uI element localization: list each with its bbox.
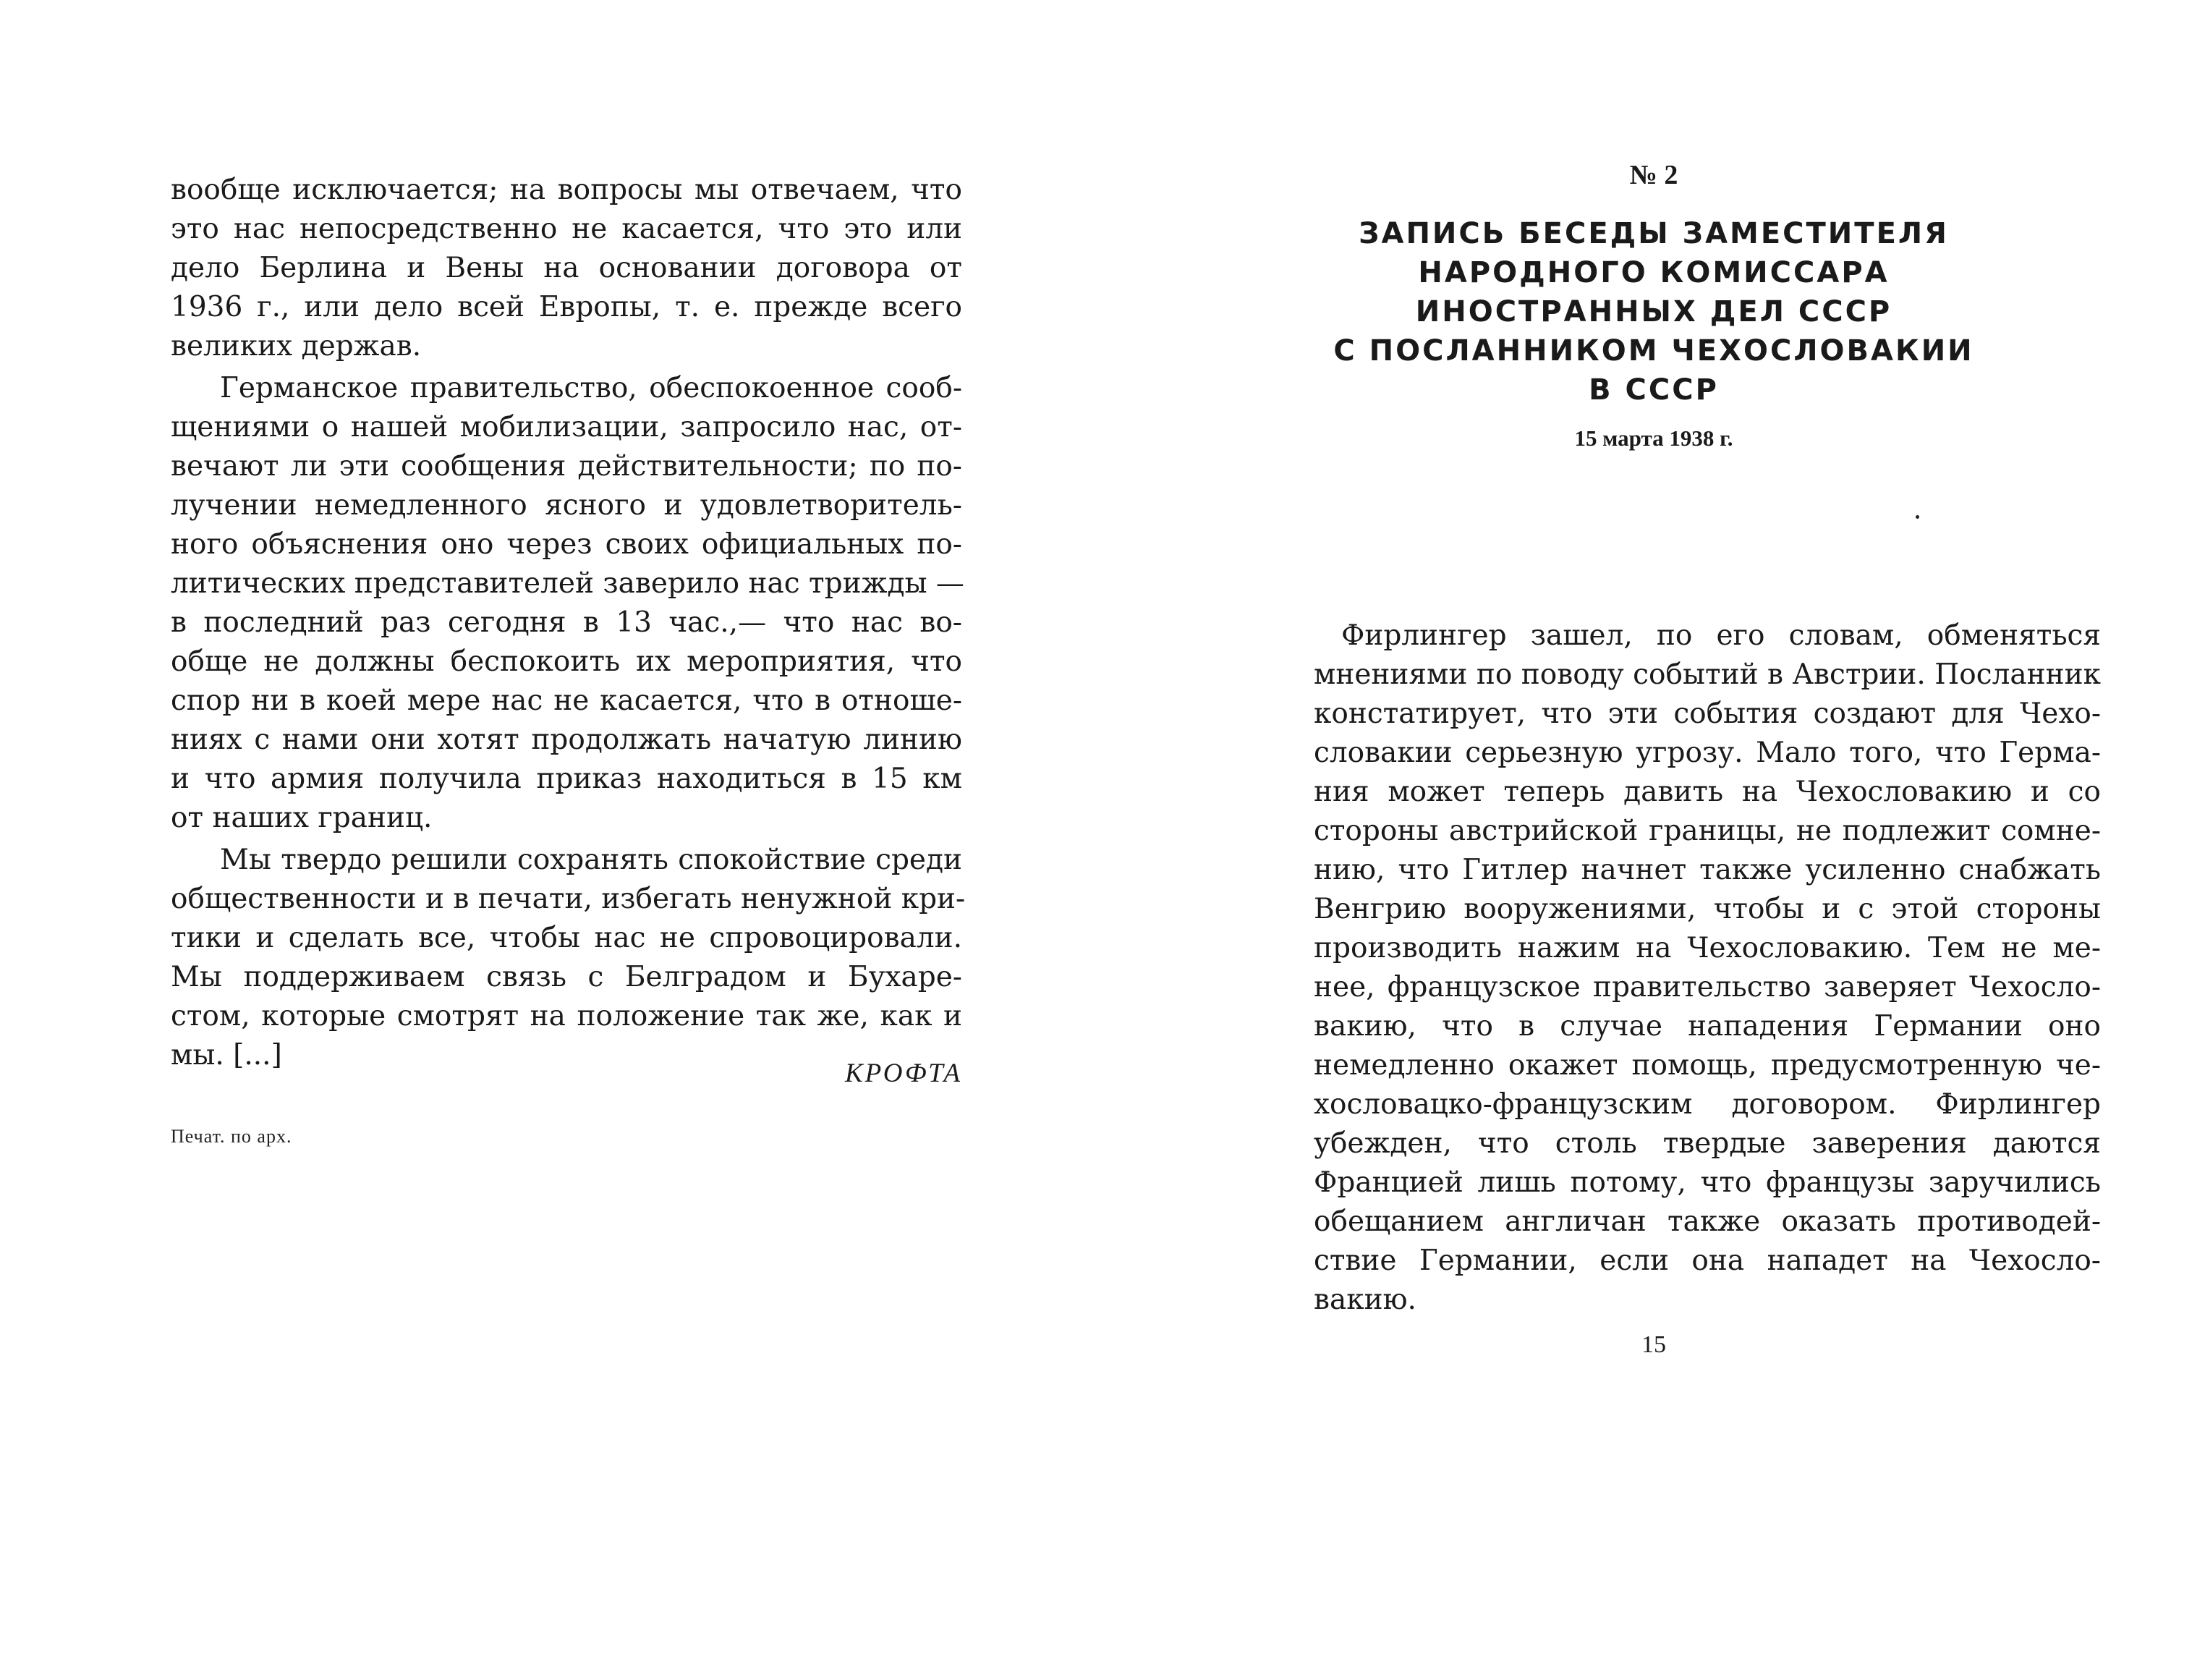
text-line: лучении немедленного ясного и удовлетворитель- — [171, 489, 962, 522]
text-line: Венгрию вооружениями, чтобы и с этой стороны — [1314, 893, 2101, 925]
text-line: тики и сделать все, чтобы нас не спровоцировали. — [171, 922, 962, 954]
text-line: ствие Германии, если она нападет на Чехосло- — [1314, 1244, 2101, 1277]
text-line: стороны австрийской границы, не подлежит сомне- — [1314, 815, 2101, 847]
source-note: Печат. по арх. — [171, 1126, 292, 1147]
title-line: В СССР — [1589, 373, 1719, 407]
page-number: 15 — [1641, 1331, 1666, 1358]
print-speck — [1916, 515, 1919, 519]
text-line: мнениями по поводу событий в Австрии. Посланник — [1314, 658, 2101, 691]
text-line: и что армия получила приказ находиться в 15 км — [171, 763, 962, 795]
text-line: обще не должны беспокоить их мероприятия, что — [171, 645, 962, 678]
title-line: С ПОСЛАННИКОМ ЧЕХОСЛОВАКИИ — [1333, 334, 1974, 368]
text-line: Мы твердо решили сохранять спокойствие среди — [220, 844, 962, 876]
text-line: производить нажим на Чехословакию. Тем не ме- — [1314, 932, 2101, 964]
text-line: нию, что Гитлер начнет также усиленно снабжать — [1314, 854, 2101, 886]
text-line: констатирует, что эти события создают для Чехо- — [1314, 697, 2101, 730]
text-line: немедленно окажет помощь, предусмотренную че- — [1314, 1049, 2101, 1082]
text-line: словакии серьезную угрозу. Мало того, что Герма- — [1314, 737, 2101, 769]
text-line: вакию. — [1314, 1284, 1416, 1316]
text-line: ния может теперь давить на Чехословакию и со — [1314, 776, 2101, 808]
text-line: хословацко-французским договором. Фирлингер — [1314, 1088, 2101, 1121]
text-line: от наших границ. — [171, 802, 433, 834]
text-line: мы. [...] — [171, 1039, 282, 1072]
text-line: Фирлингер зашел, по его словам, обменяться — [1341, 619, 2101, 652]
text-line: вакию, что в случае нападения Германии оно — [1314, 1010, 2101, 1043]
text-line: Мы поддерживаем связь с Белградом и Бухаре- — [171, 961, 962, 993]
text-line: спор ни в коей мере нас не касается, что в отноше- — [171, 684, 962, 717]
text-line: ниях с нами они хотят продолжать начатую линию — [171, 724, 962, 756]
text-line: щениями о нашей мобилизации, запросило нас, от- — [171, 411, 962, 444]
text-line: в последний раз сегодня в 13 час.,— что нас во- — [171, 606, 962, 639]
title-line: ИНОСТРАННЫХ ДЕЛ СССР — [1415, 295, 1892, 328]
text-line: великих держав. — [171, 330, 422, 362]
text-line: 1936 г., или дело всей Европы, т. е. прежде всего — [171, 291, 962, 323]
text-line: это нас непосредственно не касается, что это или — [171, 213, 962, 245]
text-line: дело Берлина и Вены на основании договора от — [171, 252, 962, 284]
text-line: ного объяснения оно через своих официальных по- — [171, 528, 962, 561]
left-page — [0, 0, 1102, 1680]
text-line: Германское правительство, обеспокоенное сооб- — [220, 372, 962, 404]
text-line: литических представителей заверило нас трижды — — [171, 567, 964, 600]
text-line: нее, французское правительство заверяет Чехосло- — [1314, 971, 2101, 1004]
text-line: вечают ли эти сообщения действительности; по по- — [171, 450, 962, 483]
text-line: стом, которые смотрят на положение так же, как и — [171, 1000, 962, 1032]
text-line: Францией лишь потому, что французы заручились — [1314, 1166, 2101, 1199]
text-line: обещанием англичан также оказать противодей- — [1314, 1205, 2101, 1238]
text-line: убежден, что столь твердые заверения даются — [1314, 1127, 2101, 1160]
text-line: общественности и в печати, избегать ненужной кри- — [171, 883, 966, 915]
document-number: № 2 — [1629, 160, 1678, 190]
text-line: вообще исключается; на вопросы мы отвечаем, что — [171, 174, 962, 206]
title-line: ЗАПИСЬ БЕСЕДЫ ЗАМЕСТИТЕЛЯ — [1359, 217, 1949, 250]
document-date: 15 марта 1938 г. — [1574, 425, 1733, 451]
title-line: НАРОДНОГО КОМИССАРА — [1418, 256, 1890, 289]
right-page — [1102, 0, 2205, 1680]
signature: КРОФТА — [845, 1059, 962, 1088]
